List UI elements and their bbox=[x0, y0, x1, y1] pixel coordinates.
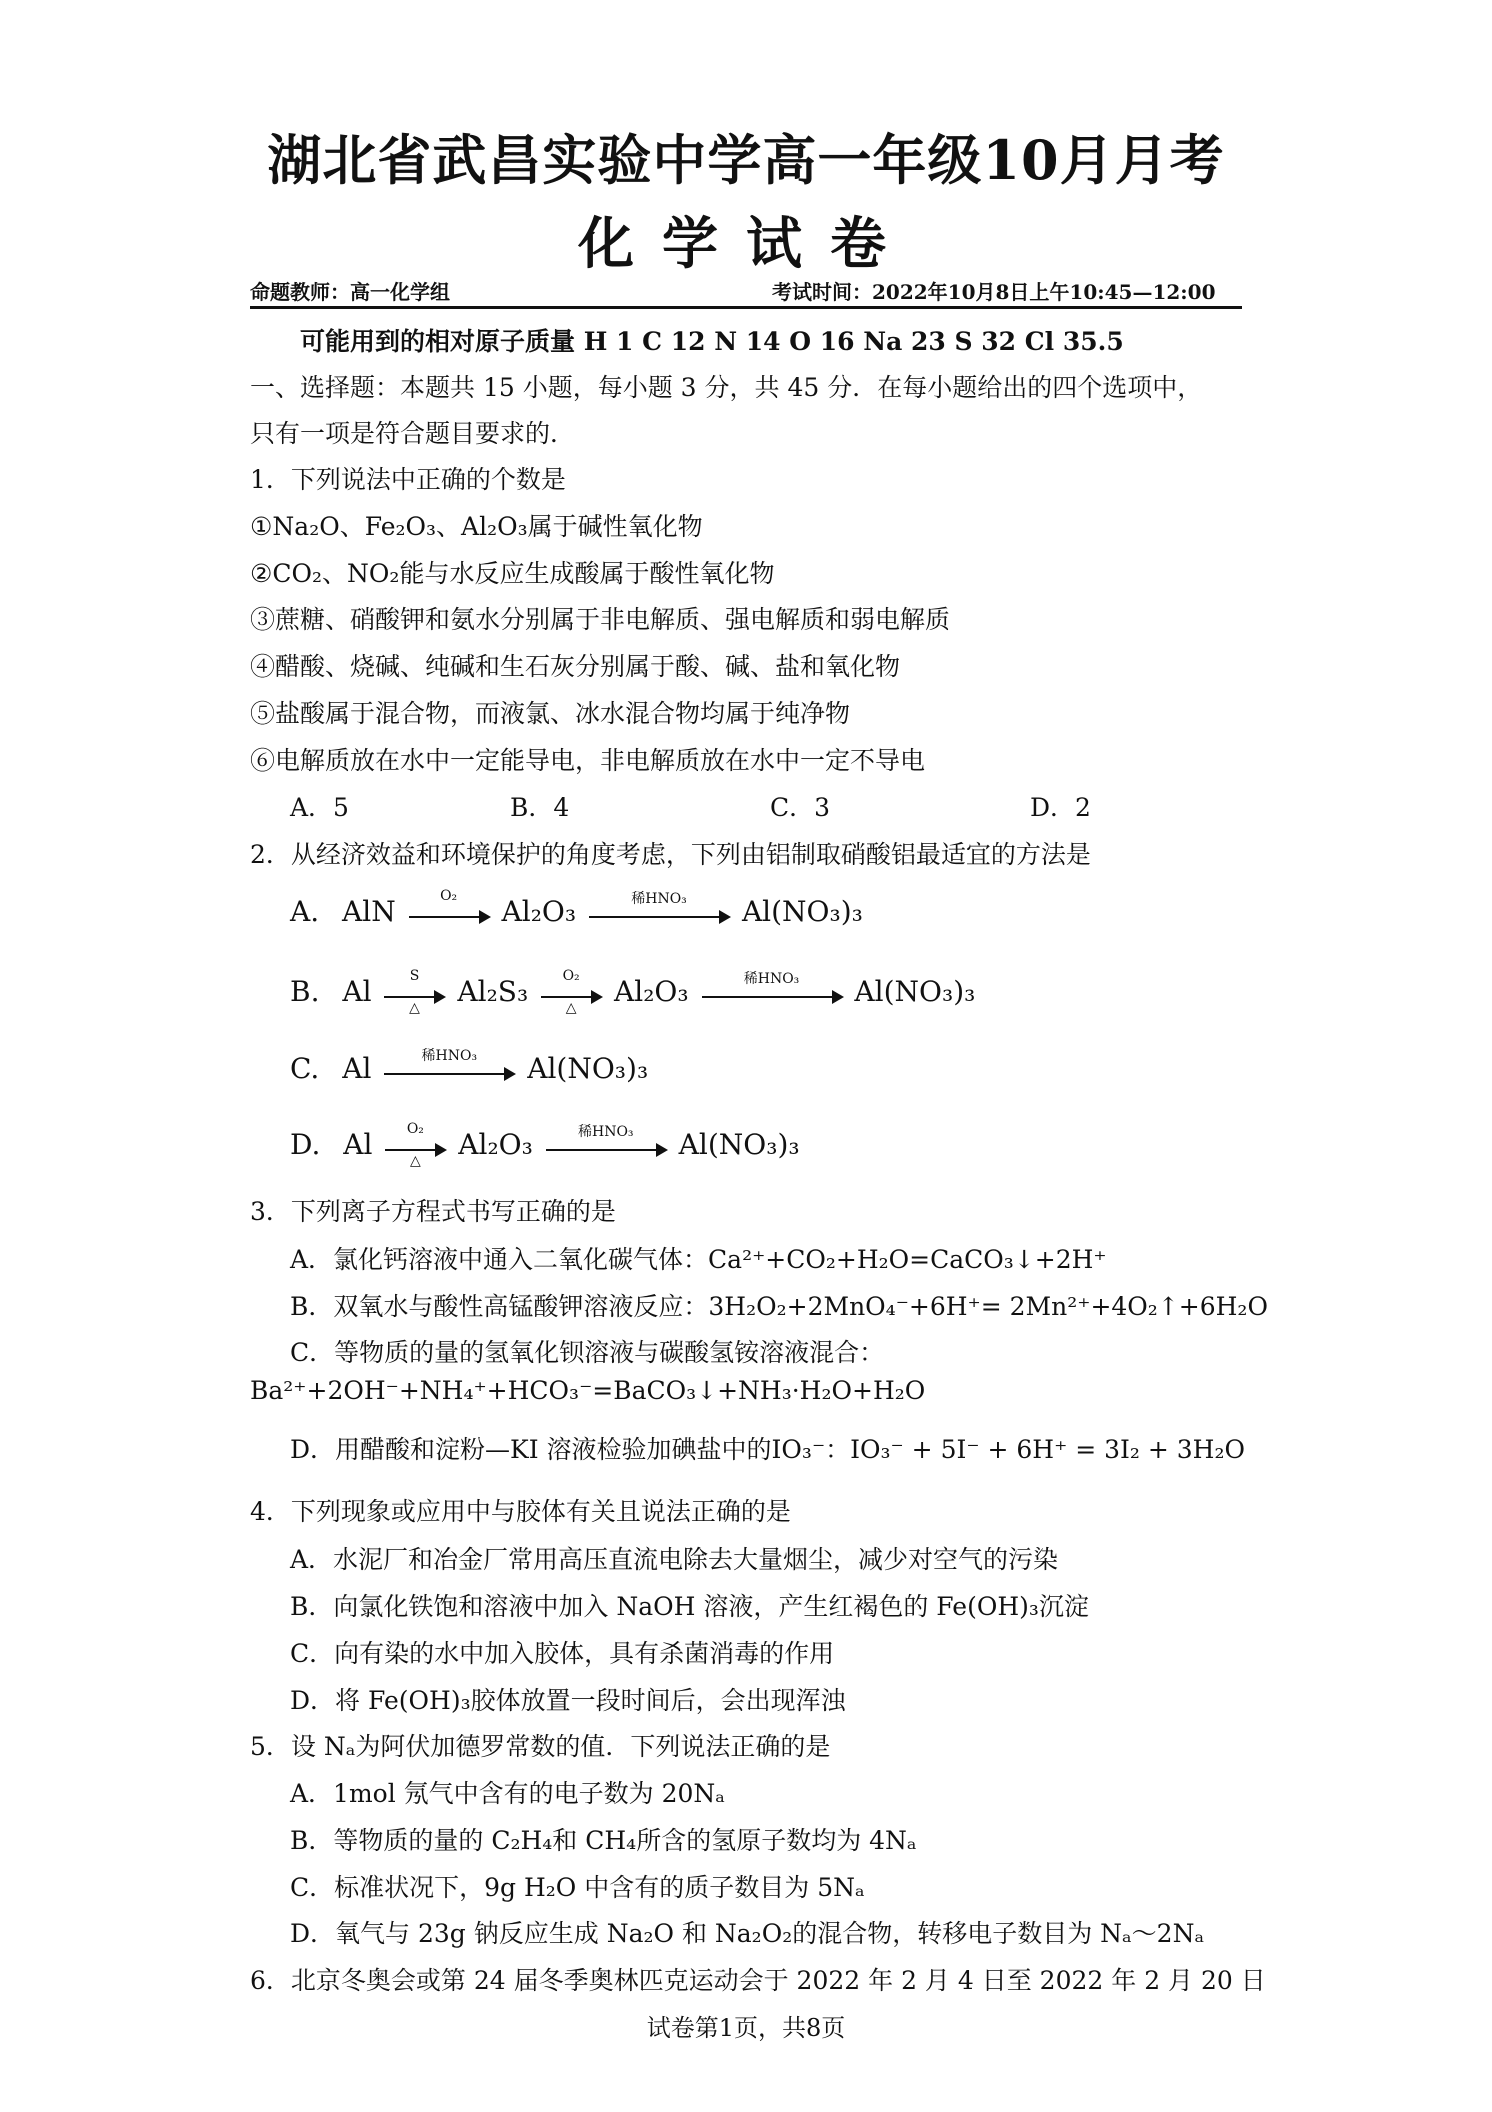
q2-a-mid: Al₂O₃ bbox=[501, 895, 577, 928]
q2-b-start: Al bbox=[342, 975, 372, 1008]
q3-option-a: A．氯化钙溶液中通入二氧化碳气体：Ca²⁺+CO₂+H₂O=CaCO₃↓+2H⁺ bbox=[290, 1245, 1107, 1274]
q3-option-d: D．用醋酸和淀粉—KI 溶液检验加碘盐中的IO₃⁻：IO₃⁻ + 5I⁻ + 6H⁺ = 3I₂ + 3H₂O bbox=[290, 1435, 1245, 1464]
exam-time: 考试时间：2022年10月8日上午10:45—12:00 bbox=[772, 280, 1216, 304]
q1-statement-4: ④醋酸、烧碱、纯碱和生石灰分别属于酸、碱、盐和氧化物 bbox=[250, 652, 901, 681]
q2-option-d bbox=[290, 1120, 800, 1169]
q2-c-label: C. bbox=[290, 1052, 320, 1085]
q2-b-label: B. bbox=[290, 975, 320, 1008]
arrow-condition: O₂ bbox=[406, 1120, 424, 1137]
exam-title: 湖北省武昌实验中学高一年级10月月考 bbox=[267, 128, 1225, 192]
reaction-arrow bbox=[546, 1123, 666, 1151]
q2-b-mid1: Al₂S₃ bbox=[457, 975, 529, 1008]
q4-option-b: B．向氯化铁饱和溶液中加入 NaOH 溶液，产生红褐色的 Fe(OH)₃沉淀 bbox=[290, 1592, 1089, 1621]
header-rule bbox=[250, 306, 1242, 309]
q6-stem: 6．北京冬奥会或第 24 届冬季奥林匹克运动会于 2022 年 2 月 4 日至 2022 年 2 月 20 日 bbox=[250, 1966, 1266, 1995]
arrow-heat: △ bbox=[409, 999, 420, 1016]
q2-stem: 2．从经济效益和环境保护的角度考虑，下列由铝制取硝酸铝最适宜的方法是 bbox=[250, 840, 1091, 869]
q2-d-end: Al(NO₃)₃ bbox=[678, 1128, 800, 1161]
reaction-arrow bbox=[409, 887, 489, 918]
q2-b-end: Al(NO₃)₃ bbox=[854, 975, 976, 1008]
q2-a-end: Al(NO₃)₃ bbox=[741, 895, 863, 928]
q1-statement-2: ②CO₂、NO₂能与水反应生成酸属于酸性氧化物 bbox=[250, 559, 775, 588]
q4-option-d: D．将 Fe(OH)₃胶体放置一段时间后，会出现浑浊 bbox=[290, 1686, 846, 1715]
q1-stem: 1．下列说法中正确的个数是 bbox=[250, 465, 566, 494]
q1-statement-3: ③蔗糖、硝酸钾和氨水分别属于非电解质、强电解质和弱电解质 bbox=[250, 605, 951, 634]
arrow-heat: △ bbox=[565, 999, 577, 1016]
q2-d-start: Al bbox=[343, 1128, 373, 1161]
atomic-masses: 可能用到的相对原子质量 H 1 C 12 N 14 O 16 Na 23 S 32 Cl 35.5 bbox=[300, 327, 1124, 356]
q1-option-d: D．2 bbox=[1030, 793, 1091, 822]
q2-b-mid2: Al₂O₃ bbox=[614, 975, 689, 1008]
q1-option-b: B．4 bbox=[510, 793, 570, 822]
q5-option-b: B．等物质的量的 C₂H₄和 CH₄所含的氢原子数均为 4Nₐ bbox=[290, 1826, 917, 1855]
arrow-heat: △ bbox=[409, 1152, 421, 1169]
exam-teacher: 命题教师：高一化学组 bbox=[250, 280, 450, 304]
q1-statement-6: ⑥电解质放在水中一定能导电，非电解质放在水中一定不导电 bbox=[250, 746, 926, 775]
q4-option-a: A．水泥厂和冶金厂常用高压直流电除去大量烟尘，减少对空气的污染 bbox=[290, 1545, 1059, 1574]
q3-stem: 3．下列离子方程式书写正确的是 bbox=[250, 1197, 616, 1226]
q3-option-c-equation: Ba²⁺+2OH⁻+NH₄⁺+HCO₃⁻=BaCO₃↓+NH₃·H₂O+H₂O bbox=[250, 1376, 926, 1405]
reaction-arrow bbox=[589, 890, 729, 918]
q5-option-d: D．氧气与 23g 钠反应生成 Na₂O 和 Na₂O₂的混合物，转移电子数目为 Nₐ～2Nₐ bbox=[290, 1919, 1205, 1948]
arrow-condition: 稀HNO₃ bbox=[743, 970, 800, 987]
q4-stem: 4．下列现象或应用中与胶体有关且说法正确的是 bbox=[250, 1497, 791, 1526]
reaction-arrow bbox=[702, 970, 842, 998]
q1-option-a: A．5 bbox=[290, 793, 349, 822]
arrow-condition: O₂ bbox=[440, 887, 458, 904]
q3-option-b: B．双氧水与酸性高锰酸钾溶液反应：3H₂O₂+2MnO₄⁻+6H⁺= 2Mn²⁺+4O₂↑+6H₂O bbox=[290, 1292, 1268, 1321]
q2-d-mid: Al₂O₃ bbox=[458, 1128, 533, 1161]
reaction-arrow bbox=[384, 967, 444, 1016]
arrow-condition: S bbox=[409, 967, 420, 984]
page-footer: 试卷第1页，共8页 bbox=[646, 2014, 846, 2042]
q2-option-a bbox=[290, 887, 863, 928]
arrow-condition: 稀HNO₃ bbox=[631, 890, 687, 907]
q4-option-c: C．向有染的水中加入胶体，具有杀菌消毒的作用 bbox=[290, 1639, 835, 1668]
reaction-arrow bbox=[384, 1047, 514, 1075]
q2-option-b bbox=[290, 967, 976, 1016]
q2-c-start: Al bbox=[342, 1052, 372, 1085]
section-intro-1: 一、选择题：本题共 15 小题，每小题 3 分，共 45 分．在每小题给出的四个选项中， bbox=[250, 373, 1203, 402]
q3-option-c: C．等物质的量的氢氧化钡溶液与碳酸氢铵溶液混合： bbox=[290, 1338, 885, 1367]
q1-statement-5: ⑤盐酸属于混合物，而液氯、冰水混合物均属于纯净物 bbox=[250, 699, 851, 728]
reaction-arrow bbox=[385, 1120, 445, 1169]
section-intro-2: 只有一项是符合题目要求的． bbox=[250, 419, 576, 448]
q5-option-a: A．1mol 氖气中含有的电子数为 20Nₐ bbox=[290, 1779, 725, 1808]
q1-option-c: C．3 bbox=[770, 793, 831, 822]
q2-option-c bbox=[290, 1047, 649, 1085]
reaction-arrow bbox=[541, 967, 601, 1016]
arrow-condition: 稀HNO₃ bbox=[577, 1123, 634, 1140]
q5-option-c: C．标准状况下，9g H₂O 中含有的质子数目为 5Nₐ bbox=[290, 1873, 865, 1902]
arrow-condition: O₂ bbox=[562, 967, 580, 984]
q2-d-label: D. bbox=[290, 1128, 321, 1161]
q2-a-start: AlN bbox=[342, 895, 396, 928]
arrow-condition: 稀HNO₃ bbox=[421, 1047, 478, 1064]
q1-statement-1: ①Na₂O、Fe₂O₃、Al₂O₃属于碱性氧化物 bbox=[250, 512, 703, 541]
q5-stem: 5．设 Nₐ为阿伏加德罗常数的值．下列说法正确的是 bbox=[250, 1732, 831, 1761]
q2-c-end: Al(NO₃)₃ bbox=[527, 1052, 649, 1085]
exam-subject: 化学试卷 bbox=[578, 211, 914, 277]
q2-a-label: A. bbox=[290, 895, 320, 928]
